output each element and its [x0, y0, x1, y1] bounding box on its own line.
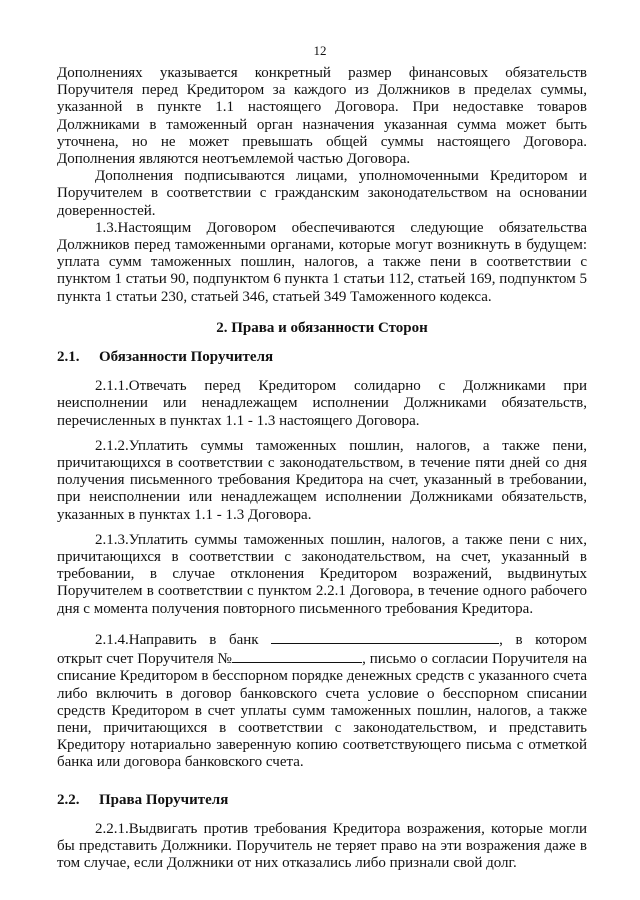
document-body: [57, 65, 587, 872]
item-2-1-4-part-a: 2.1.4.Направить в банк: [95, 631, 259, 648]
item-2-2-1: 2.2.1.Выдвигать против требования Кредитора возражения, которые могли бы представить Должники. Поручитель не теряет право на эти возражения даже в том случае, если Должники от них отказались либо признали свой долг.: [57, 820, 587, 872]
paragraph-supplements-amount: Дополнениях указывается конкретный размер финансовых обязательств Поручителя перед Кредитором за каждого из Должников в пределах суммы, указанной в пункте 1.1 настоящего Договора. При недоставке товаров Должниками в таможенный орган назначения указанная сумма может быть уточнена, но не может превышать общей суммы настоящего Договора. Дополнения являются неотъемлемой частью Договора.: [57, 65, 587, 168]
section-title: 2. Права и обязанности Сторон: [216, 319, 428, 336]
item-2-1-4-part-c: , письмо о согласии Поручителя на списание Кредитором в бесспорном порядке денежных средств с указанного счета либо включить в договор банковского счета условие о бесспорном списании средств Кредитором в счет уплаты сумм таможенных пошлин, налогов, а также пени, причитающихся в соответствии с законодательством, и представить Кредитору нотариально заверенную копию соответствующего письма с отметкой банка или договора банковского счета.: [57, 651, 587, 771]
subsection-title: Права Поручителя: [99, 791, 229, 808]
item-2-1-4-part-b: , в котором открыт счет Поручителя №: [57, 631, 588, 668]
subsection-title: Обязанности Поручителя: [99, 349, 274, 366]
item-2-1-2: 2.1.2.Уплатить суммы таможенных пошлин, налогов, а также пени, причитающихся в соответствии с законодательством, в течение пяти дней со дня получения письменного требования Кредитора на счет, указанный в требовании, при неисполнении или ненадлежащем исполнении Должниками обязательств, указанных в пунктах 1.1 - 1.3 Договора.: [57, 437, 587, 523]
subsection-number: 2.1.: [57, 349, 80, 366]
subsection-2-1-heading: [57, 349, 587, 366]
account-number-blank[interactable]: [232, 649, 362, 663]
subsection-number: 2.2.: [57, 791, 80, 808]
item-2-1-3: 2.1.3.Уплатить суммы таможенных пошлин, налогов, а также пени с них, причитающихся в соответствии с законодательством, на счет, указанный в требовании, в случае отклонения Кредитором возражений, выдвинутых Поручителем в соответствии с пунктом 2.2.1 Договора, в течение одного рабочего дня с момента получения повторного письменного требования Кредитора.: [57, 531, 587, 617]
page-number: 12: [313, 43, 327, 58]
paragraph-1-3: 1.3.Настоящим Договором обеспечиваются следующие обязательства Должников перед таможенными органами, которые могут возникнуть в будущем: уплата сумм таможенных пошлин, налогов, а также пени в соответствии с пунктом 1 статьи 90, подпунктом 6 пункта 1 статьи 112, статьей 169, подпунктом 5 пункта 1 статьи 230, статьей 346, статьей 349 Таможенного кодекса.: [57, 219, 587, 305]
paragraph-supplements-signing: Дополнения подписываются лицами, уполномоченными Кредитором и Поручителем в соответствии с гражданским законодательством на основании доверенностей.: [57, 168, 587, 219]
bank-name-blank[interactable]: [271, 630, 499, 644]
item-2-1-4: [57, 630, 587, 772]
subsection-2-2-heading: [57, 792, 587, 809]
item-2-1-1: 2.1.1.Отвечать перед Кредитором солидарно с Должниками при неисполнении или ненадлежащем исполнении Должниками обязательств, перечисленных в пунктах 1.1 - 1.3 настоящего Договора.: [57, 378, 587, 429]
